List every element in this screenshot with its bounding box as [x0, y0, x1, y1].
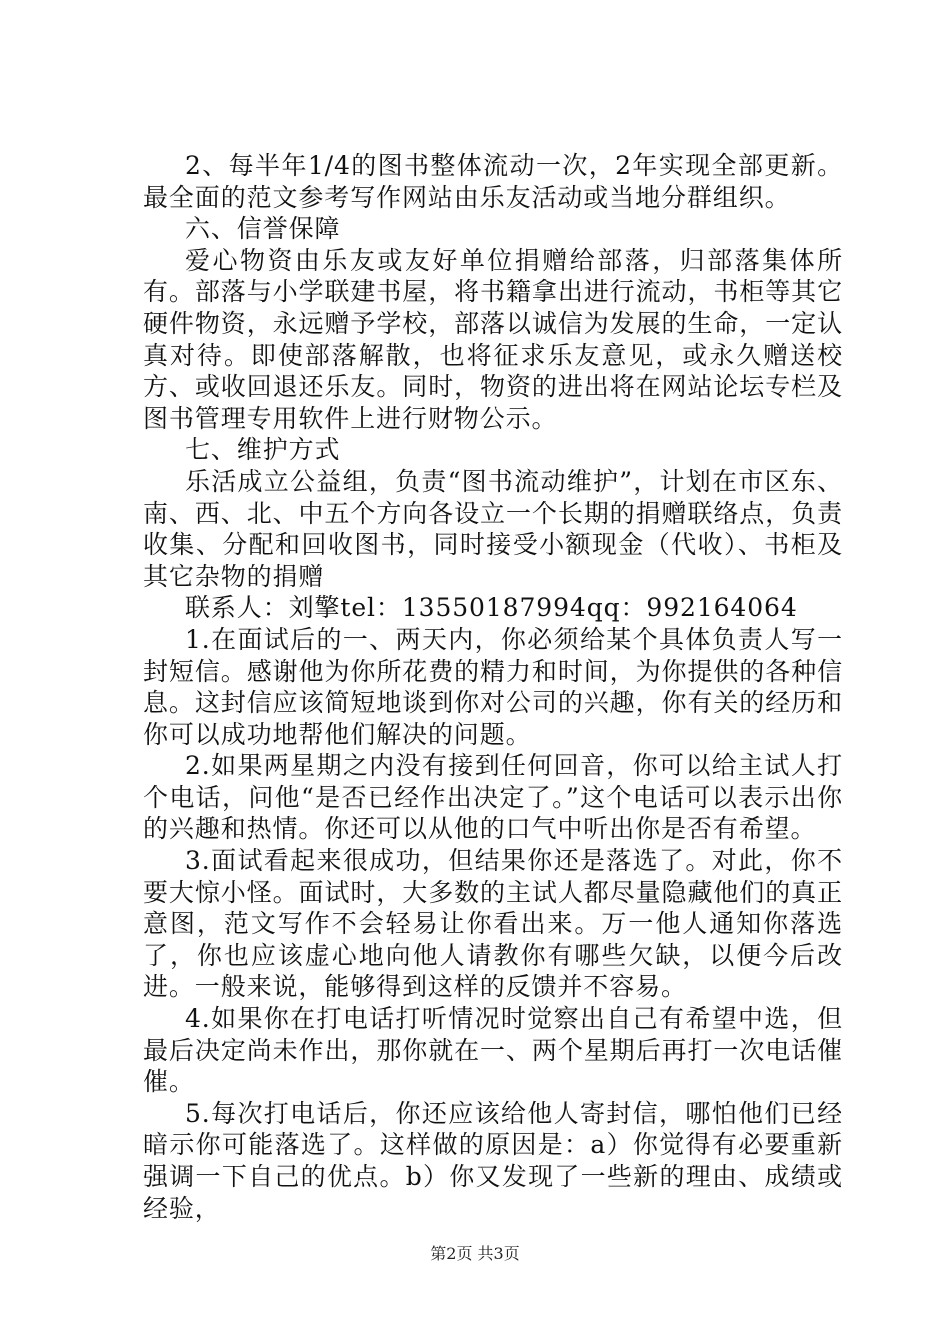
heading-maintenance: 七、维护方式 — [185, 435, 341, 465]
document-body — [143, 150, 843, 1224]
paragraph-maintenance: 乐活成立公益组，负责“图书流动维护”，计划在市区东、南、西、北、中五个方向各设立一个长期的捐赠联络点，负责收集、分配和回收图书，同时接受小额现金（代收）、书柜及其它杂物的捐赠 — [143, 466, 843, 591]
paragraph-book-rotation: 2、每半年1/4的图书整体流动一次，2年实现全部更新。最全面的范文参考写作网站由乐友活动或当地分群组织。 — [143, 151, 843, 212]
paragraph-tip-1: 1.在面试后的一、两天内，你必须给某个具体负责人写一封短信。感谢他为你所花费的精力和时间，为你提供的各种信息。这封信应该简短地谈到你对公司的兴趣，你有关的经历和你可以成功地帮他们解决的问题。 — [143, 624, 843, 749]
paragraph-tip-3: 3.面试看起来很成功，但结果你还是落选了。对此，你不要大惊小怪。面试时，大多数的主试人都尽量隐藏他们的真正意图，范文写作不会轻易让你看出来。万一他人通知你落选了，你也应该虚心地向他人请教你有哪些欠缺，以便今后改进。一般来说，能够得到这样的反馈并不容易。 — [143, 846, 843, 1002]
paragraph-tip-4: 4.如果你在打电话打听情况时觉察出自己有希望中选，但最后决定尚未作出，那你就在一、两个星期后再打一次电话催催。 — [143, 1004, 843, 1097]
paragraph-tip-2: 2.如果两星期之内没有接到任何回音，你可以给主试人打个电话，问他“是否已经作出决定了。”这个电话可以表示出你的兴趣和热情。你还可以从他的口气中听出你是否有希望。 — [143, 751, 843, 844]
page-footer: 第2页 共3页 — [430, 1244, 520, 1263]
heading-credibility: 六、信誉保障 — [185, 214, 341, 244]
contact-line: 联系人：刘擎tel：13550187994qq：992164064 — [185, 593, 798, 623]
paragraph-credibility: 爱心物资由乐友或友好单位捐赠给部落，归部落集体所有。部落与小学联建书屋，将书籍拿出进行流动，书柜等其它硬件物资，永远赠予学校，部落以诚信为发展的生命，一定认真对待。即使部落解散，也将征求乐友意见，或永久赠送校方、或收回退还乐友。同时，物资的进出将在网站论坛专栏及图书管理专用软件上进行财物公示。 — [143, 245, 843, 433]
paragraph-tip-5: 5.每次打电话后，你还应该给他人寄封信，哪怕他们已经暗示你可能落选了。这样做的原因是：a）你觉得有必要重新强调一下自己的优点。b）你又发现了一些新的理由、成绩或经验， — [143, 1098, 843, 1223]
